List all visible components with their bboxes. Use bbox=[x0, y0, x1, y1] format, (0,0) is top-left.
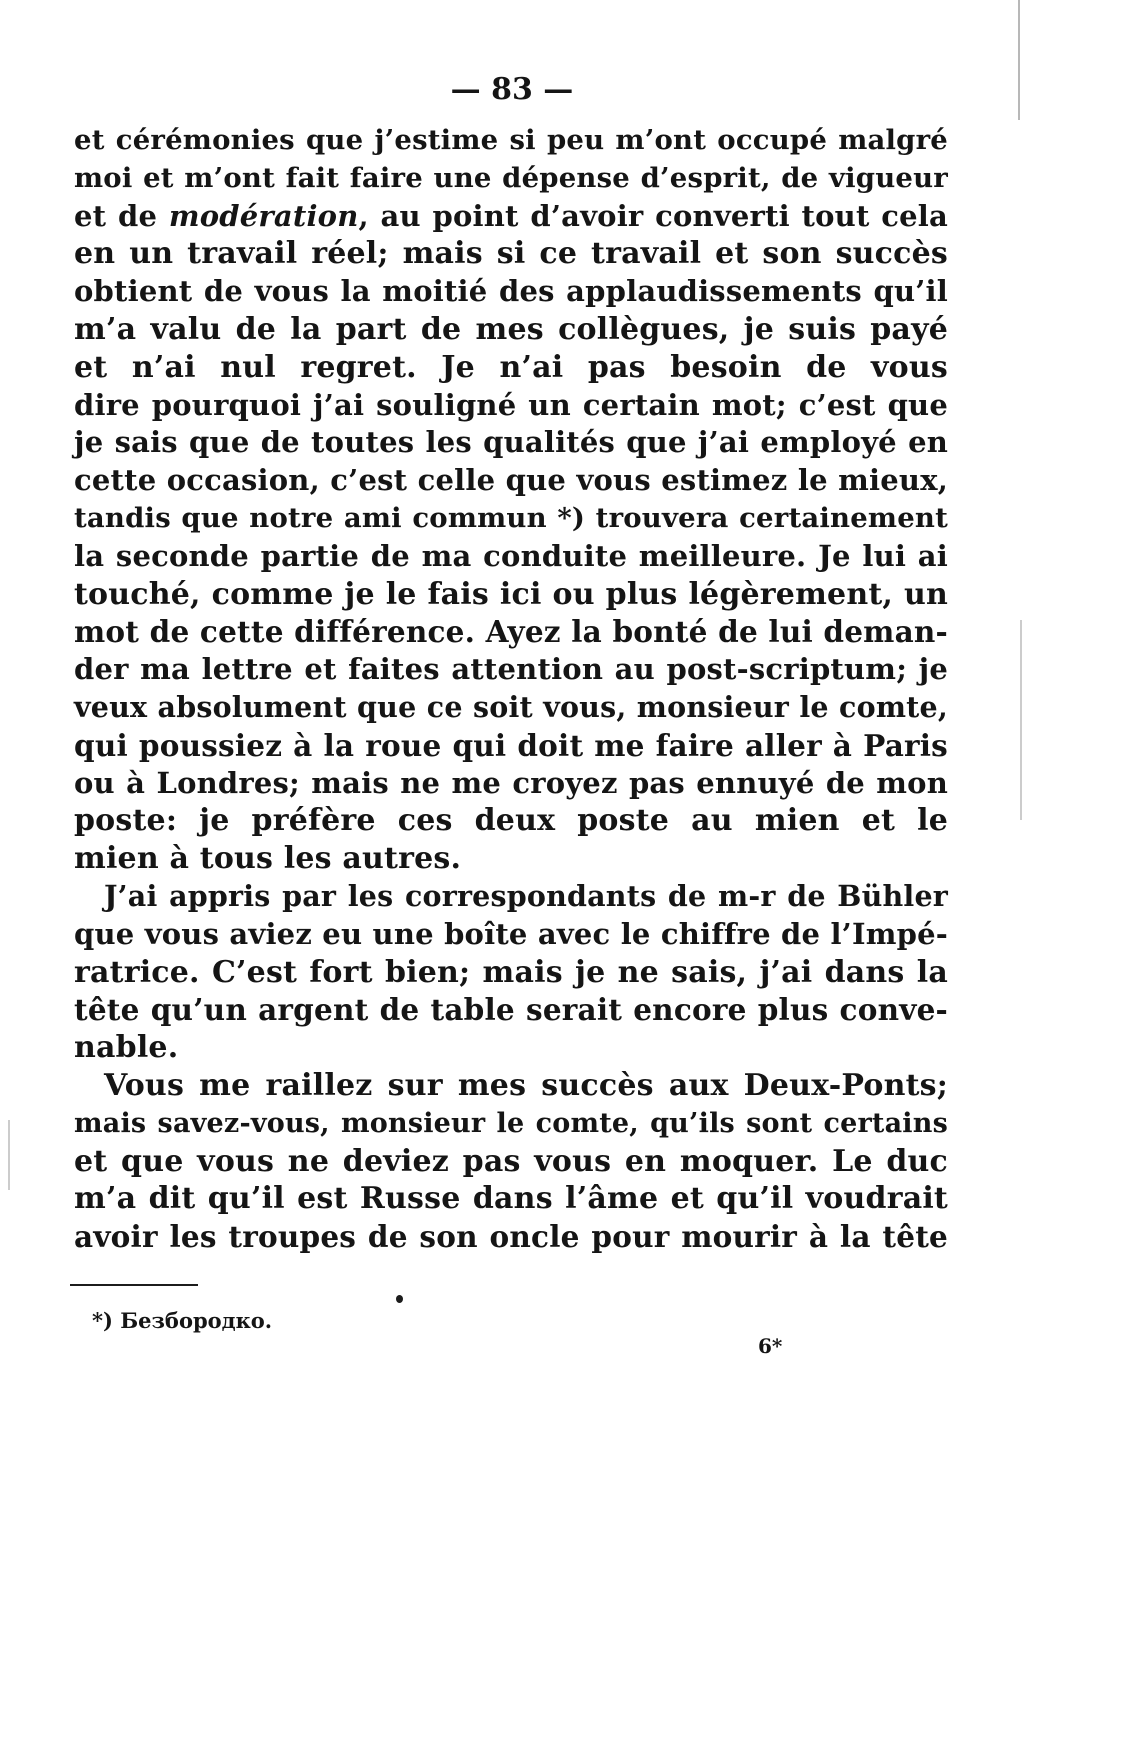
margin-mark bbox=[1020, 620, 1022, 820]
text-line: tête qu’un argent de table serait encore plus conve- bbox=[74, 992, 948, 1028]
text-line: Vous me raillez sur mes succès aux Deux-Ponts; bbox=[104, 1067, 948, 1103]
text-line: moi et m’ont fait faire une dépense d’esprit, de vigueur bbox=[74, 161, 948, 194]
text-line: dire pourquoi j’ai souligné un certain mot; c’est que bbox=[74, 387, 948, 422]
text-line: m’a valu de la part de mes collègues, je suis payé bbox=[74, 311, 948, 347]
text-line: et n’ai nul regret. Je n’ai pas besoin de vous bbox=[74, 349, 948, 385]
text-line: qui poussiez à la roue qui doit me faire aller à Paris bbox=[74, 727, 948, 763]
margin-mark bbox=[1018, 0, 1020, 120]
text-line: m’a dit qu’il est Russe dans l’âme et qu’il voudrait bbox=[74, 1181, 948, 1217]
text-line: ratrice. C’est fort bien; mais je ne sais, j’ai dans la bbox=[74, 954, 948, 990]
text-line: touché, comme je le fais ici ou plus légèrement, un bbox=[74, 576, 948, 612]
text-line: en un travail réel; mais si ce travail et son succès bbox=[74, 236, 948, 272]
text-line-segment: et de bbox=[74, 198, 169, 233]
margin-mark bbox=[8, 1120, 10, 1190]
text-line: J’ai appris par les correspondants de m-r de Bühler bbox=[104, 878, 948, 913]
text-line: cette occasion, c’est celle que vous estimez le mieux, bbox=[74, 463, 948, 498]
footnote: *) Безбородко. bbox=[92, 1308, 273, 1333]
text-line: obtient de vous la moitié des applaudissements qu’il bbox=[74, 274, 948, 309]
emphasized-word: modération bbox=[168, 198, 359, 233]
text-line: veux absolument que ce soit vous, monsieur le comte, bbox=[74, 689, 948, 724]
text-line: mais savez-vous, monsieur le comte, qu’ils sont certains bbox=[74, 1107, 948, 1139]
text-line: et cérémonies que j’estime si peu m’ont occupé malgré bbox=[74, 124, 948, 156]
text-line: der ma lettre et faites attention au post-scriptum; je bbox=[74, 652, 948, 687]
footnote-rule bbox=[70, 1284, 198, 1286]
text-line: avoir les troupes de son oncle pour mourir à la tête bbox=[74, 1219, 948, 1255]
text-line: je sais que de toutes les qualités que j’ai employé en bbox=[74, 425, 948, 460]
text-line: que vous aviez eu une boîte avec le chiffre de l’Impé- bbox=[74, 916, 948, 951]
ink-dot bbox=[396, 1295, 403, 1303]
signature-mark: 6* bbox=[758, 1334, 783, 1358]
text-line: tandis que notre ami commun *) trouvera certainement bbox=[74, 501, 948, 534]
text-line: mien à tous les autres. bbox=[74, 841, 462, 877]
text-line: mot de cette différence. Ayez la bonté de lui deman- bbox=[74, 614, 948, 650]
text-line: poste: je préfère ces deux poste au mien et le bbox=[74, 803, 948, 839]
text-line: la seconde partie de ma conduite meilleure. Je lui ai bbox=[74, 538, 948, 573]
page-number: — 83 — bbox=[450, 72, 574, 107]
text-line: ou à Londres; mais ne me croyez pas ennuyé de mon bbox=[74, 765, 948, 800]
body-text bbox=[74, 122, 948, 1256]
text-line-segment: , au point d’avoir converti tout cela bbox=[358, 198, 948, 233]
text-line bbox=[74, 198, 948, 236]
text-line: nable. bbox=[74, 1030, 179, 1066]
text-line: et que vous ne deviez pas vous en moquer. Le duc bbox=[74, 1143, 948, 1179]
